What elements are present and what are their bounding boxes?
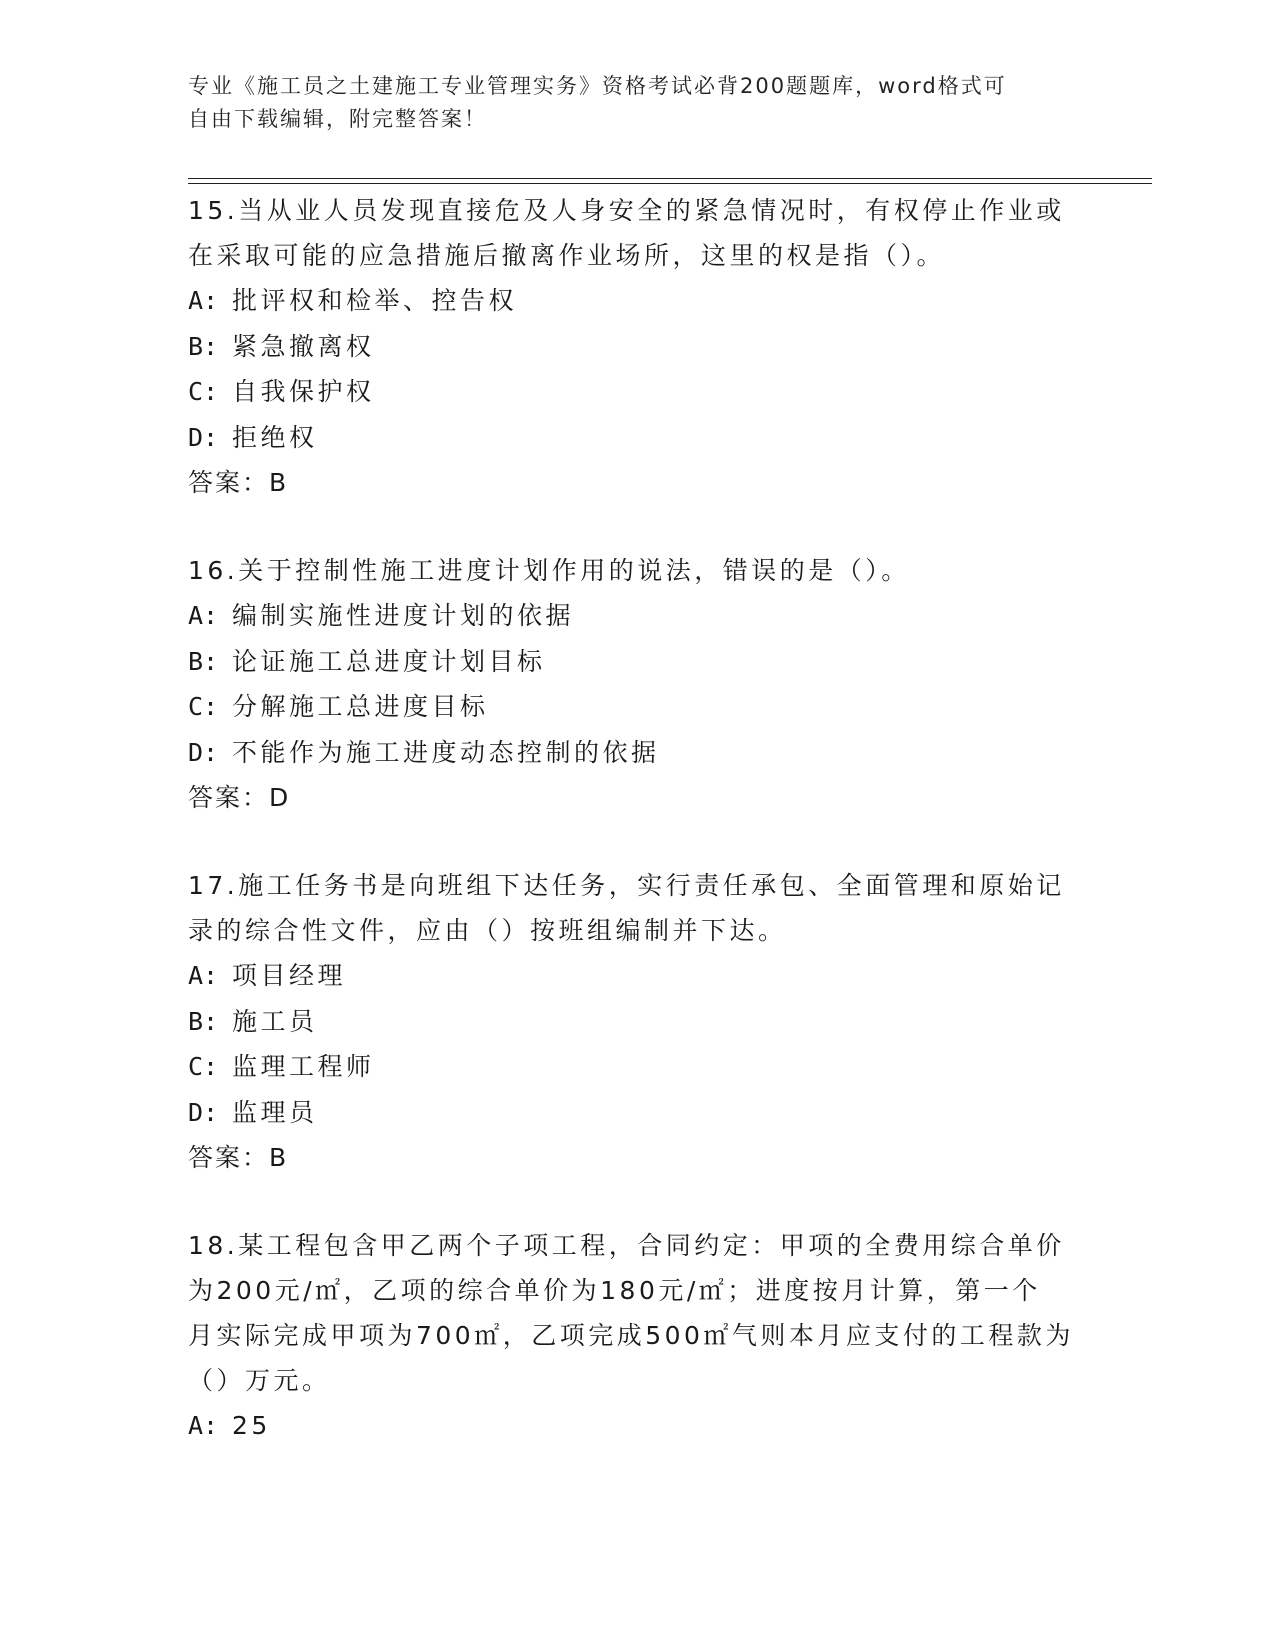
option-c [188, 369, 1088, 415]
option-b [188, 324, 1088, 370]
option-text: 监理员 [232, 1097, 318, 1127]
option-key: D: [188, 1097, 219, 1127]
option-text: 监理工程师 [232, 1052, 375, 1081]
question-15 [188, 188, 1088, 505]
option-text: 批评权和检举、控告权 [232, 286, 518, 315]
question-stem-line: 17.施工任务书是向班组下达任务，实行责任承包、全面管理和原始记 [188, 871, 1065, 900]
option-a [188, 593, 1088, 639]
header-line-2: 自由下载编辑，附完整答案！ [188, 107, 487, 131]
question-stem-line: 16.关于控制性施工进度计划作用的说法，错误的是（）。 [188, 556, 910, 585]
question-stem-line: 为200元/㎡，乙项的综合单价为180元/㎡；进度按月计算，第一个 [188, 1276, 1041, 1305]
document-page [188, 70, 1068, 142]
option-d [188, 415, 1088, 461]
header-line-1: 专业《施工员之土建施工专业管理实务》资格考试必背200题题库，word格式可 [188, 74, 1007, 98]
question-stem-line: 录的综合性文件，应由（）按班组编制并下达。 [188, 916, 787, 945]
answer-value: B [269, 468, 287, 497]
option-key: A: [188, 601, 219, 630]
question-16 [188, 548, 1088, 820]
option-key: B: [188, 1006, 219, 1036]
option-b [188, 639, 1088, 685]
option-text: 25 [232, 1411, 271, 1440]
option-c [188, 684, 1088, 730]
question-stem-line: （）万元。 [188, 1366, 331, 1395]
answer-line [188, 460, 1088, 505]
question-gap [188, 820, 1088, 863]
answer-line [188, 1135, 1088, 1180]
answer-value: D [269, 783, 289, 812]
question-stem-line: 18.某工程包含甲乙两个子项工程，合同约定：甲项的全费用综合单价 [188, 1231, 1065, 1260]
answer-line [188, 775, 1088, 820]
question-stem-line: 15.当从业人员发现直接危及人身安全的紧急情况时，有权停止作业或 [188, 196, 1065, 225]
option-a [188, 1403, 1088, 1449]
option-key: A: [188, 961, 219, 990]
answer-value: B [269, 1143, 287, 1172]
answer-label: 答案： [188, 1143, 270, 1172]
option-d [188, 1090, 1088, 1136]
option-text: 分解施工总进度目标 [232, 692, 489, 721]
option-b [188, 999, 1088, 1045]
question-17 [188, 863, 1088, 1180]
option-text: 施工员 [232, 1006, 318, 1036]
answer-label: 答案： [188, 468, 270, 497]
option-text: 项目经理 [232, 961, 347, 990]
option-key: B: [188, 331, 219, 361]
header-rule-top [188, 178, 1152, 179]
option-text: 拒绝权 [232, 422, 318, 452]
option-a [188, 278, 1088, 324]
option-d [188, 730, 1088, 776]
option-text: 不能作为施工进度动态控制的依据 [232, 737, 660, 767]
option-text: 自我保护权 [232, 377, 375, 406]
option-key: C: [188, 1052, 219, 1081]
question-18 [188, 1223, 1088, 1449]
option-key: C: [188, 692, 219, 721]
option-text: 论证施工总进度计划目标 [232, 646, 546, 676]
option-a [188, 953, 1088, 999]
answer-label: 答案： [188, 783, 270, 812]
question-gap [188, 1180, 1088, 1223]
option-text: 编制实施性进度计划的依据 [232, 601, 575, 630]
option-text: 紧急撤离权 [232, 331, 375, 361]
document-header [188, 70, 1068, 142]
option-key: A: [188, 286, 219, 315]
option-key: D: [188, 737, 219, 767]
option-key: D: [188, 422, 219, 452]
question-stem-line: 在采取可能的应急措施后撤离作业场所，这里的权是指（）。 [188, 241, 946, 270]
option-key: C: [188, 377, 219, 406]
question-stem-line: 月实际完成甲项为700㎡，乙项完成500㎡气则本月应支付的工程款为 [188, 1321, 1074, 1350]
header-rule-bottom [188, 183, 1152, 184]
question-gap [188, 505, 1088, 548]
option-c [188, 1044, 1088, 1090]
option-key: A: [188, 1411, 219, 1440]
option-key: B: [188, 646, 219, 676]
question-list [188, 188, 1088, 1449]
